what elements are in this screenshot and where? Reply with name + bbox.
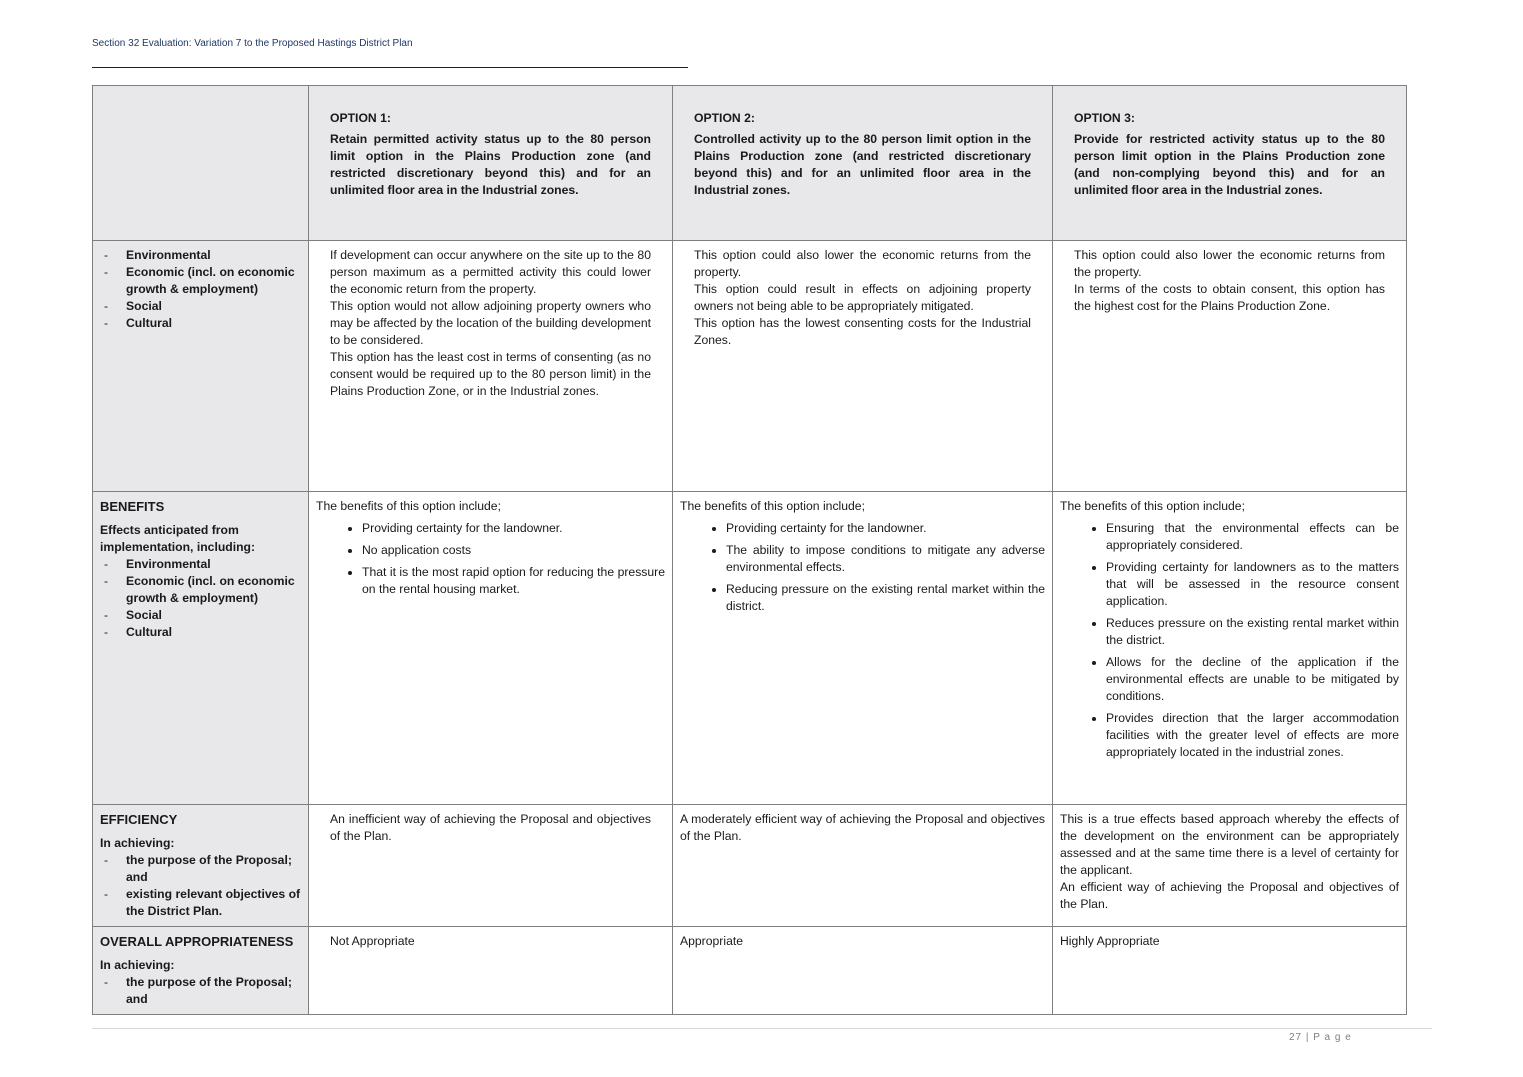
benefit-list (1060, 520, 1399, 761)
cost-paragraph: This option has the lowest consenting costs for the Industrial Zones. (694, 316, 1031, 347)
benefits-row (93, 492, 1407, 805)
category-item: - Social (100, 298, 301, 315)
benefit-item: • Allows for the decline of the application if the environmental effects are unable to be mitigated by conditions. (1106, 654, 1399, 705)
category-item: - Environmental (100, 556, 301, 573)
option-2-title: OPTION 2: (694, 111, 755, 125)
benefit-item: • That it is the most rapid option for reducing the pressure on the rental housing market. (362, 564, 665, 598)
overall-rating: Highly Appropriate (1060, 934, 1160, 948)
overall-title: OVERALL APPROPRIATENESS (100, 934, 294, 949)
efficiency-subtitle: In achieving: (100, 836, 175, 850)
category-item: - Cultural (100, 624, 301, 641)
benefits-subtitle: Effects anticipated from implementation, including: (100, 523, 256, 554)
efficiency-criteria-list (100, 852, 301, 920)
benefits-intro: The benefits of this option include; (1060, 499, 1245, 513)
benefit-item: • Ensuring that the environmental effects can be appropriately considered. (1106, 520, 1399, 554)
category-item: - Cultural (100, 315, 301, 332)
evaluation-table (92, 85, 1407, 1015)
option-1-overall (309, 927, 673, 1015)
option-2-costs (673, 241, 1053, 492)
efficiency-text: An efficient way of achieving the Proposal and objectives of the Plan. (1060, 880, 1399, 911)
option-3-benefits (1053, 492, 1407, 805)
benefit-item: • Provides direction that the larger accommodation facilities with the greater level of effects are more appropriately located in the industrial zones. (1106, 710, 1399, 761)
option-3-overall (1053, 927, 1407, 1015)
costs-category-list (100, 247, 301, 332)
option-1-header (309, 86, 673, 241)
page-number: 27 | P a g e (1289, 1032, 1352, 1043)
overall-criteria-list (100, 974, 301, 1008)
cost-paragraph: In terms of the costs to obtain consent, this option has the highest cost for the Plains Production Zone. (1074, 282, 1385, 313)
cost-paragraph: This option would not allow adjoining property owners who may be affected by the location of the building development to be considered. (330, 299, 651, 347)
benefit-list (316, 520, 665, 598)
overall-label-cell (93, 927, 309, 1015)
costs-row (93, 241, 1407, 492)
blank-label-cell (93, 86, 309, 241)
option-1-costs (309, 241, 673, 492)
benefits-label-cell (93, 492, 309, 805)
benefit-item: • Providing certainty for the landowner. (362, 520, 665, 537)
costs-label-cell (93, 241, 309, 492)
cost-paragraph: This option could also lower the economic returns from the property. (694, 248, 1031, 279)
category-item: - Economic (incl. on economic growth & employment) (100, 573, 301, 607)
option-2-overall (673, 927, 1053, 1015)
option-2-description: Controlled activity up to the 80 person limit option in the Plains Production zone (and restricted discretionary beyond this) and for an unlimited floor area in the Industrial zones. (694, 132, 1031, 197)
option-3-costs (1053, 241, 1407, 492)
efficiency-text: An inefficient way of achieving the Proposal and objectives of the Plan. (330, 812, 651, 843)
benefit-item: • Reducing pressure on the existing rental market within the district. (726, 581, 1045, 615)
efficiency-text: This is a true effects based approach whereby the effects of the development on the environment can be appropriately assessed and at the same time there is a level of certainty for the applicant. (1060, 812, 1399, 877)
cost-paragraph: If development can occur anywhere on the site up to the 80 person maximum as a permitted activity this could lower the economic return from the property. (330, 248, 651, 296)
benefits-intro: The benefits of this option include; (316, 499, 501, 513)
benefit-item: • Providing certainty for the landowner. (726, 520, 1045, 537)
criteria-item: - the purpose of the Proposal; and (100, 974, 301, 1008)
option-2-header (673, 86, 1053, 241)
benefits-intro: The benefits of this option include; (680, 499, 865, 513)
cost-paragraph: This option could also lower the economic returns from the property. (1074, 248, 1385, 279)
efficiency-label-cell (93, 805, 309, 927)
option-2-benefits (673, 492, 1053, 805)
option-2-efficiency (673, 805, 1053, 927)
cost-paragraph: This option could result in effects on adjoining property owners not being able to be appropriately mitigated. (694, 282, 1031, 313)
criteria-item: - existing relevant objectives of the District Plan. (100, 886, 301, 920)
running-header: Section 32 Evaluation: Variation 7 to the Proposed Hastings District Plan (92, 38, 413, 49)
efficiency-text: A moderately efficient way of achieving the Proposal and objectives of the Plan. (680, 812, 1045, 843)
option-1-efficiency (309, 805, 673, 927)
option-3-description: Provide for restricted activity status up to the 80 person limit option in the Plains Production zone (and non-complying beyond this) and for an unlimited floor area in the Industrial zones. (1074, 132, 1385, 197)
benefits-title: BENEFITS (100, 499, 165, 514)
options-header-row (93, 86, 1407, 241)
overall-subtitle: In achieving: (100, 958, 175, 972)
criteria-item: - the purpose of the Proposal; and (100, 852, 301, 886)
benefits-category-list (100, 556, 301, 641)
option-1-title: OPTION 1: (330, 111, 391, 125)
benefit-item: • Reduces pressure on the existing rental market within the district. (1106, 615, 1399, 649)
benefit-item: • No application costs (362, 542, 665, 559)
overall-row (93, 927, 1407, 1015)
footer-rule (92, 1028, 1432, 1029)
efficiency-row (93, 805, 1407, 927)
cost-paragraph: This option has the least cost in terms of consenting (as no consent would be required up to the 80 person limit) in the Plains Production Zone, or in the Industrial zones. (330, 350, 651, 398)
benefit-list (680, 520, 1045, 615)
category-item: - Social (100, 607, 301, 624)
option-3-title: OPTION 3: (1074, 111, 1135, 125)
header-rule (92, 67, 688, 68)
option-1-description: Retain permitted activity status up to the 80 person limit option in the Plains Production zone (and restricted discretionary beyond this) and for an unlimited floor area in the Industrial zones. (330, 132, 651, 197)
benefit-item: • The ability to impose conditions to mitigate any adverse environmental effects. (726, 542, 1045, 576)
option-3-efficiency (1053, 805, 1407, 927)
category-item: - Environmental (100, 247, 301, 264)
efficiency-title: EFFICIENCY (100, 812, 178, 827)
option-1-benefits (309, 492, 673, 805)
category-item: - Economic (incl. on economic growth & employment) (100, 264, 301, 298)
overall-rating: Appropriate (680, 934, 744, 948)
option-3-header (1053, 86, 1407, 241)
overall-rating: Not Appropriate (330, 934, 415, 948)
benefit-item: • Providing certainty for landowners as to the matters that will be assessed in the resource consent application. (1106, 559, 1399, 610)
